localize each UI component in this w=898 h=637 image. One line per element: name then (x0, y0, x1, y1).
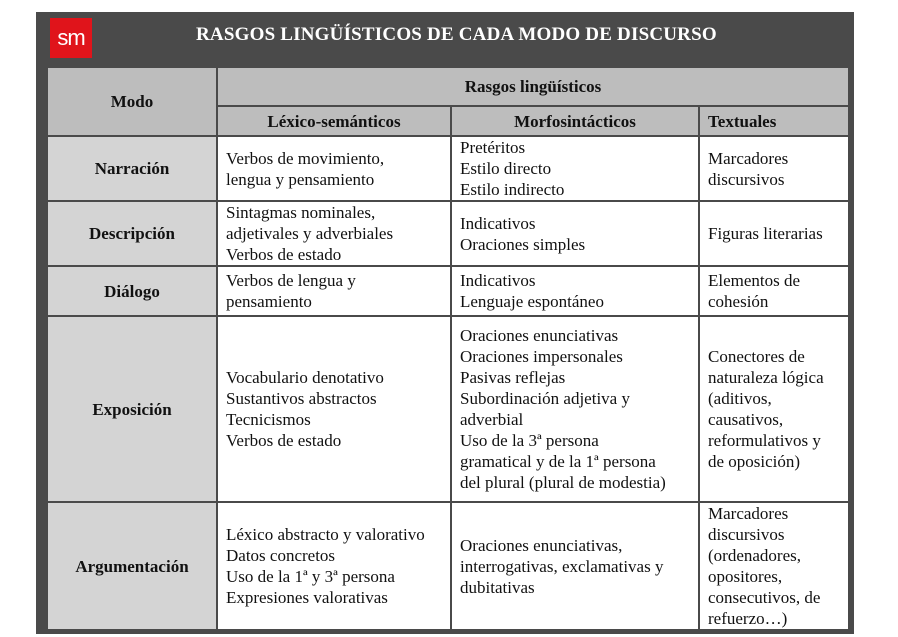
header-bar (36, 12, 854, 62)
column-header-morfo: Morfosintácticos (451, 106, 699, 136)
cell-line: pensamiento (226, 292, 312, 311)
cell-line: Verbos de estado (226, 431, 342, 450)
cell-line: adverbial (460, 410, 524, 429)
cell-line: Sintagmas nominales, (226, 203, 376, 222)
cell-line: adjetivales y adverbiales (226, 224, 394, 243)
mode-cell: Narración (47, 136, 217, 201)
cell-line: gramatical y de la 1ª persona (460, 452, 656, 471)
cell-line: Figuras literarias (708, 224, 823, 243)
cell-line: Pretéritos (460, 138, 526, 157)
cell-line: Uso de la 3ª persona (460, 431, 599, 450)
table-row (47, 266, 849, 316)
cell-line: Oraciones impersonales (460, 347, 623, 366)
cell-line: Subordinación adjetiva y (460, 389, 630, 408)
lexico-cell (217, 502, 451, 630)
textual-cell (699, 316, 849, 502)
cell-line: dubitativas (460, 577, 535, 597)
morfo-cell (451, 266, 699, 316)
cell-line: Datos concretos (226, 546, 336, 565)
logo-text: sm (57, 25, 85, 50)
cell-line: Oraciones enunciativas, (460, 535, 623, 555)
textual-cell (699, 201, 849, 266)
page-title: RASGOS LINGÜÍSTICOS DE CADA MODO DE DISCURSO (196, 24, 717, 45)
column-header-textual: Textuales (699, 106, 849, 136)
cell-line: Oraciones simples (460, 234, 586, 254)
mode-cell: Exposición (47, 316, 217, 502)
cell-line: de oposición) (708, 452, 801, 471)
morfo-cell (451, 136, 699, 201)
lexico-cell (217, 316, 451, 502)
sm-logo (50, 18, 92, 58)
cell-line: cohesión (708, 292, 769, 311)
morfo-cell (451, 201, 699, 266)
cell-line: reformulativos y (708, 431, 821, 450)
cell-line: causativos, (708, 410, 784, 429)
cell-line: Sustantivos abstractos (226, 389, 377, 408)
cell-line: Oraciones enunciativas (460, 326, 619, 345)
cell-line: Vocabulario denotativo (226, 368, 384, 387)
cell-line: consecutivos, de (708, 588, 821, 607)
cell-line: del plural (plural de modestia) (460, 473, 666, 492)
cell-line: Lenguaje espontáneo (460, 292, 604, 311)
textual-cell (699, 502, 849, 630)
cell-line: (aditivos, (708, 389, 772, 408)
cell-line: naturaleza lógica (708, 368, 824, 387)
mode-cell: Argumentación (47, 502, 217, 630)
cell-line: discursivos (708, 169, 785, 189)
textual-cell (699, 136, 849, 201)
cell-line: opositores, (708, 567, 783, 586)
lexico-cell (217, 266, 451, 316)
lexico-cell (217, 136, 451, 201)
cell-line: Pasivas reflejas (460, 368, 566, 387)
cell-line: Marcadores (708, 504, 789, 523)
cell-line: Léxico abstracto y valorativo (226, 525, 425, 544)
column-header-lexico: Léxico-semánticos (217, 106, 451, 136)
mode-header: Modo (47, 67, 217, 136)
textual-cell (699, 266, 849, 316)
mode-cell: Descripción (47, 201, 217, 266)
cell-line: Estilo indirecto (460, 180, 565, 199)
cell-line: Expresiones valorativas (226, 588, 388, 607)
table-frame (36, 12, 854, 634)
cell-line: Verbos de movimiento, (226, 148, 385, 168)
cell-line: Tecnicismos (226, 410, 311, 429)
cell-line: Elementos de (708, 271, 801, 290)
cell-line: discursivos (708, 525, 785, 544)
cell-line: Marcadores (708, 148, 789, 168)
table-row (47, 201, 849, 266)
cell-line: Uso de la 1ª y 3ª persona (226, 567, 395, 586)
lexico-cell (217, 201, 451, 266)
cell-line: (ordenadores, (708, 546, 801, 565)
cell-line: Estilo directo (460, 159, 552, 178)
cell-line: Indicativos (460, 271, 536, 290)
cell-line: Conectores de (708, 347, 805, 366)
mode-cell: Diálogo (47, 266, 217, 316)
table-body (47, 136, 849, 630)
cell-line: lengua y pensamiento (226, 169, 375, 189)
cell-line: Verbos de estado (226, 245, 342, 264)
cell-line: refuerzo…) (708, 609, 788, 628)
morfo-cell (451, 316, 699, 502)
table-row (47, 316, 849, 502)
cell-line: interrogativas, exclamativas y (460, 556, 664, 576)
table-row (47, 136, 849, 201)
cell-line: Indicativos (460, 213, 536, 233)
group-header: Rasgos lingüísticos (217, 67, 849, 106)
table-row (47, 502, 849, 630)
cell-line: Verbos de lengua y (226, 271, 356, 290)
discourse-table (46, 66, 850, 631)
morfo-cell (451, 502, 699, 630)
